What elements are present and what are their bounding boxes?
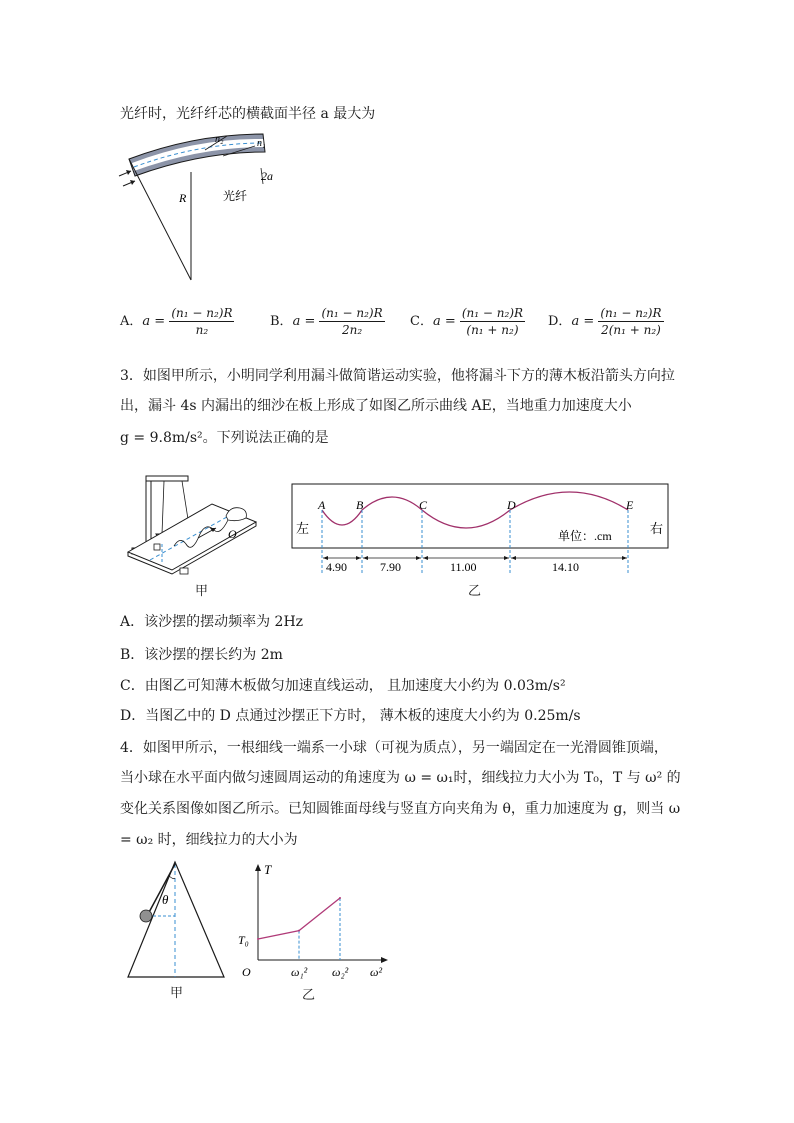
hand-icon (226, 508, 246, 521)
segment-bc-value: 7.90 (380, 560, 401, 574)
tension-chart (236, 860, 396, 984)
n1-label: n₁ (257, 138, 266, 149)
ball (140, 910, 152, 922)
fraction: $\frac{\text{(n₁ − n₂)R}}{\text{n₂}}$ (171, 306, 233, 337)
fraction: $\frac{\text{(n₁ − n₂)R}}{\text{2n₂}}$ (321, 306, 383, 337)
fraction: $\frac{\text{(n₁ − n₂)R}}{\text{(n₁ + n₂)}}$ (461, 306, 524, 337)
q3-option-c[interactable]: C．由图乙可知薄木板做匀加速直线运动， 且加速度大小约为 0.03m/s² (120, 678, 566, 694)
q2-option-c[interactable]: C．a = $\frac{\text{(n₁ − n₂)R}}{\text{(n₁ + n₂)}}$ (410, 306, 524, 337)
q4-caption-jia: 甲 (170, 986, 184, 1001)
cone-diagram (124, 860, 230, 984)
point-c-label: C (419, 498, 428, 512)
q3-option-d[interactable]: D．当图乙中的 D 点通过沙摆正下方时， 薄木板的速度大小约为 0.25m/s (120, 708, 581, 724)
radius-line-left (129, 159, 191, 280)
fiber-diagram (115, 128, 290, 288)
x-tick-w1: ω₁² (291, 965, 308, 979)
sand-trace-diagram (290, 478, 672, 582)
left-label: 左 (296, 521, 310, 536)
frame-beam (146, 476, 188, 481)
point-o-label: O (228, 527, 237, 541)
segment-ab-value: 4.90 (326, 560, 347, 574)
2a-label: 2a (261, 169, 273, 183)
q2-option-a[interactable]: A．a = $\frac{\text{(n₁ − n₂)R}}{\text{n₂}}$ (120, 306, 233, 337)
n2-label: n₂ (215, 134, 224, 145)
x-axis-arrow-icon (381, 957, 388, 963)
q3-option-a[interactable]: A．该沙摆的摆动频率为 2Hz (120, 614, 304, 630)
y-axis-label: T (264, 862, 272, 877)
right-label: 右 (650, 521, 664, 536)
point-a-label: A (318, 498, 326, 512)
q4-line-4: = ω₂ 时，细线拉力的大小为 (120, 832, 298, 848)
fiber-label: 光纤 (223, 189, 248, 203)
q3-line-1: 3．如图甲所示，小明同学利用漏斗做简谐运动实验，他将漏斗下方的薄木板沿箭头方向拉 (120, 368, 675, 384)
board-foot (180, 568, 188, 574)
segment-de-value: 14.10 (552, 560, 579, 574)
q2-option-b[interactable]: B．a = $\frac{\text{(n₁ − n₂)R}}{\text{2n₂}}$ (270, 306, 383, 337)
y-tick-t0: T₀ (238, 933, 249, 947)
q3-option-b[interactable]: B．该沙摆的摆长约为 2m (120, 647, 283, 663)
q3-caption-jia: 甲 (195, 584, 209, 599)
unit-label: 单位：.cm (558, 529, 612, 543)
intro-line: 光纤时，光纤纤芯的横截面半径 a 最大为 (120, 106, 376, 122)
x-axis-label: ω² (370, 965, 383, 979)
segment-cd-value: 11.00 (450, 560, 477, 574)
point-d-label: D (507, 498, 516, 512)
q4-line-3: 变化关系图像如图乙所示。已知圆锥面母线与竖直方向夹角为 θ，重力加速度为 g，则当 ω (120, 801, 681, 817)
q3-line-3: g = 9.8m/s²。下列说法正确的是 (120, 430, 329, 446)
q3-caption-yi: 乙 (468, 584, 482, 599)
string (162, 481, 164, 534)
board-foot (154, 544, 160, 550)
q4-line-1: 4．如图甲所示，一根细线一端系一小球（可视为质点），另一端固定在一光滑圆锥顶端， (120, 740, 668, 756)
point-e-label: E (626, 498, 634, 512)
y-axis-arrow-icon (255, 864, 261, 871)
sand-pendulum-diagram (124, 470, 264, 598)
q3-line-2: 出，漏斗 4s 内漏出的细沙在板上形成了如图乙所示曲线 AE，当地重力加速度大小 (120, 398, 632, 414)
x-tick-w2: ω₂² (332, 965, 349, 979)
origin-label: O (242, 965, 251, 979)
q2-option-d[interactable]: D．a = $\frac{\text{(n₁ − n₂)R}}{\text{2(n₁ + n₂)}}$ (548, 306, 662, 337)
point-b-label: B (356, 498, 364, 512)
theta-label: θ (162, 892, 169, 907)
q4-caption-yi: 乙 (302, 988, 316, 1003)
radius-label: R (179, 191, 187, 205)
fraction: $\frac{\text{(n₁ − n₂)R}}{\text{2(n₁ + n₂)}}$ (600, 306, 662, 337)
q4-line-2: 当小球在水平面内做匀速圆周运动的角速度为 ω = ω₁时，细线拉力大小为 T₀，T 与 ω² 的 (120, 770, 681, 786)
